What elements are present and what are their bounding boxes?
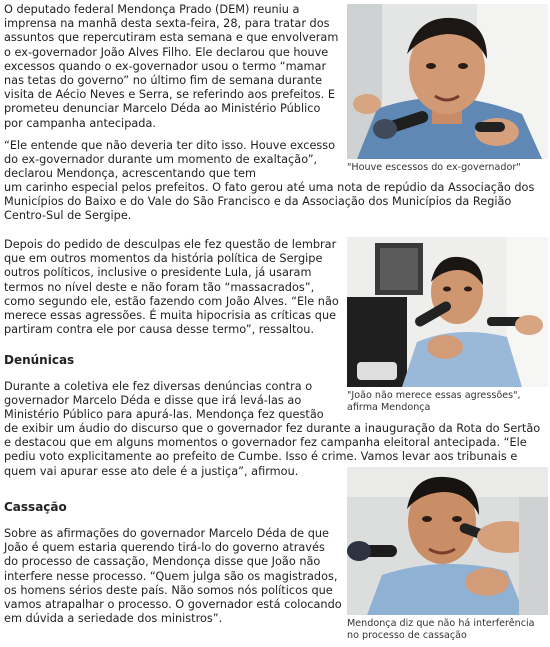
caption-3: Mendonça diz que não há interferência no processo de cassação [347,618,535,641]
paragraph-intro: O deputado federal Mendonça Prado (DEM) reuniu a imprensa na manhã desta sexta-feira, 28, para tratar dos assuntos que repercutiram esta semana e que envolveram o ex-governador João Alves Filho. Ele declarou que houve excessos quando o ex-governador usou o termo “mamar nas tetas do governo” no último fim de semana durante visita de Aécio Neves e Serra, se referindo aos prefeitos. E prometeu denunciar Marcelo Déda ao Ministério Público por campanha antecipada. [4,3,339,130]
photo-mendonca-press-1 [347,4,548,159]
paragraph-denuncias-part2: de exibir um áudio do discurso que o governador fez durante a inauguração da Rota do Sertão e destacou que em alguns momentos o governador fez campanha eleitoral antecipada. “Ele pediu voto explicitamente ao prefeito de Cumbe. Isso é crime. Vamos levar aos tribunais e quem vai apurar esse ato dele é a justiça”, afirmou. [4,422,541,478]
figure-2 [347,237,548,413]
paragraph-quote-part1: “Ele entende que não deveria ter dito isso. Houve excesso do ex-governador durante um momento de exaltação”, declarou Mendonça, acrescentando que tem [4,139,336,181]
photo-mendonca-press-3 [347,467,548,615]
paragraph-quote-part2: um carinho especial pelos prefeitos. O fato gerou até uma nota de repúdio da Associação dos Municípios do Baixo e do Vale do São Francisco e da Associação dos Municípios da Região Centro-Sul de Sergipe. [4,181,535,223]
figure-3 [347,467,548,641]
caption-2: "João não merece essas agressões", afirma Mendonça [347,390,521,413]
heading-denuncias: Denúnicas [4,353,75,367]
heading-cassacao: Cassação [4,500,67,514]
paragraph-apology: Depois do pedido de desculpas ele fez questão de lembrar que em outros momentos da história política de Sergipe outros políticos, inclusive o presidente Lula, já usaram termos no nível deste e não foram tão “massacrados”, como segundo ele, estão fazendo com João Alves. “Ele não merece essas agressões. É muita hipocrisia as críticas que partiram contra ele por causa desse termo”, ressaltou. [4,238,339,337]
photo-mendonca-press-2 [347,237,548,387]
paragraph-cassacao: Sobre as afirmações do governador Marcelo Déda de que João é quem estaria querendo tirá-lo do governo através do processo de cassação, Mendonça disse que João não interfere nesse processo. “Quem julga são os magistrados, os homens sérios deste país. Não somos nós políticos que vamos atrapalhar o processo. O governador está colocando em dúvida a seriedade dos ministros”. [4,527,342,626]
caption-1: "Houve escessos do ex-governador" [347,162,521,173]
figure-1 [347,4,548,174]
paragraph-denuncias-part1: Durante a coletiva ele fez diversas denúncias contra o governador Marcelo Déda e disse que irá levá-las ao Ministério Público para apurá-las. Mendonça fez questão [4,380,324,422]
